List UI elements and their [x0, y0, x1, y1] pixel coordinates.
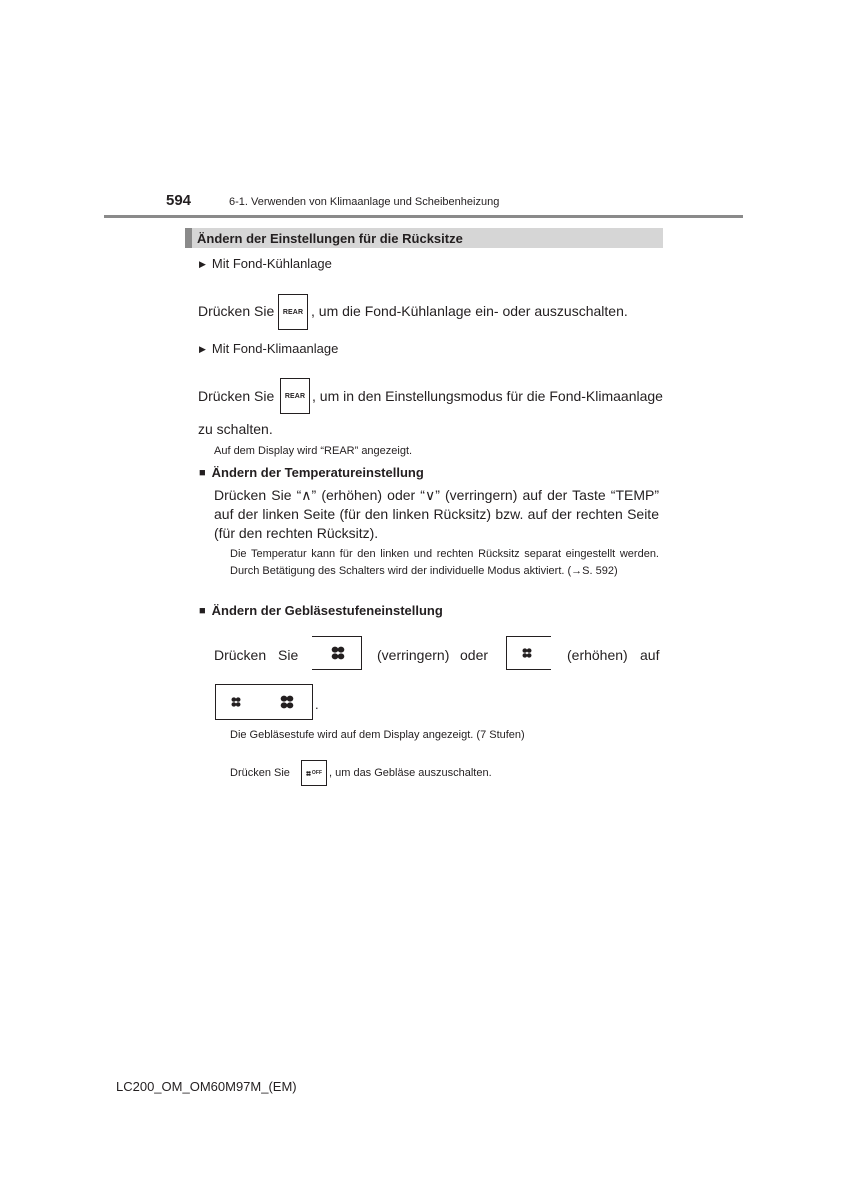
section-heading-bar — [185, 228, 663, 248]
fan-icon — [331, 646, 345, 660]
section-title: Ändern der Einstellungen für die Rücksitze — [197, 231, 463, 246]
fan-off-text-before: Drücken Sie — [230, 767, 290, 779]
temperature-body: Drücken Sie “∧” (erhöhen) oder “∨” (verringern) auf der Taste “TEMP” auf der linken Seite (für den linken Rücksitz) bzw. auf der rechten Seite (für den rechten Rücksitz). — [214, 487, 659, 541]
temperature-heading — [199, 465, 424, 480]
fan-high-icon — [280, 695, 294, 709]
fan-word-on: auf — [640, 647, 660, 663]
rear-cooler-text-before: Drücken Sie — [198, 303, 275, 319]
fan-word-increase: (erhöhen) — [567, 647, 628, 663]
rear-cooler-text-after: , um die Fond-Kühlanlage ein- oder auszuschalten. — [311, 303, 628, 319]
fan-off-button-label: OFF — [311, 770, 323, 776]
fan-word-or: oder — [460, 647, 489, 663]
rear-button[interactable] — [278, 294, 308, 330]
fan-word-you: Sie — [278, 647, 299, 663]
fan-word-press: Drücken — [214, 647, 267, 663]
rear-climate-text-continued: zu schalten. — [198, 421, 273, 437]
triangle-bullet-icon: ▶ — [199, 259, 206, 269]
fan-icon — [522, 648, 532, 658]
fan-off-button[interactable] — [301, 760, 327, 786]
page-number: 594 — [166, 192, 192, 209]
fan-decrease-button[interactable] — [312, 636, 362, 670]
fan-increase-button[interactable] — [506, 636, 551, 670]
square-bullet-icon: ■ — [199, 605, 206, 617]
temperature-heading-text: Ändern der Temperatureinstellung — [211, 465, 424, 480]
triangle-bullet-icon: ▶ — [199, 344, 206, 354]
rear-climate-text-after: , um in den Einstellungsmodus für die Fond-Klimaanlage — [312, 388, 663, 404]
temperature-note: Die Temperatur kann für den linken und rechten Rücksitz separat eingestellt werden. Durch Betätigung des Schalters wird der individuelle Modus aktiviert. (→S. 592) — [230, 548, 659, 577]
fan-off-text-after: , um das Gebläse auszuschalten. — [329, 767, 492, 779]
header-divider — [104, 215, 743, 218]
fan-period: . — [315, 697, 319, 712]
fan-icon — [306, 771, 311, 776]
rear-climate-heading — [199, 341, 338, 356]
rear-climate-button[interactable] — [280, 378, 310, 414]
rear-climate-heading-text: Mit Fond-Klimaanlage — [211, 341, 339, 356]
rear-cooler-heading-text: Mit Fond-Kühlanlage — [211, 256, 332, 271]
section-bar-accent — [185, 228, 192, 248]
fan-note: Die Gebläsestufe wird auf dem Display angezeigt. (7 Stufen) — [230, 729, 525, 741]
fan-word-decrease: (verringern) — [377, 647, 450, 663]
square-bullet-icon: ■ — [199, 467, 206, 479]
rear-button-label: REAR — [282, 308, 304, 316]
fan-heading — [199, 603, 443, 618]
fan-speed-switch[interactable] — [215, 684, 313, 720]
rear-climate-note: Auf dem Display wird “REAR” angezeigt. — [214, 445, 413, 457]
rear-climate-button-label: REAR — [284, 392, 306, 400]
fan-heading-text: Ändern der Gebläsestufeneinstellung — [211, 603, 443, 618]
rear-cooler-heading — [199, 256, 332, 271]
rear-climate-text-before: Drücken Sie — [198, 388, 275, 404]
chapter-title: 6-1. Verwenden von Klimaanlage und Scheibenheizung — [229, 196, 500, 208]
footer-code: LC200_OM_OM60M97M_(EM) — [116, 1079, 297, 1094]
fan-low-icon — [231, 697, 241, 707]
